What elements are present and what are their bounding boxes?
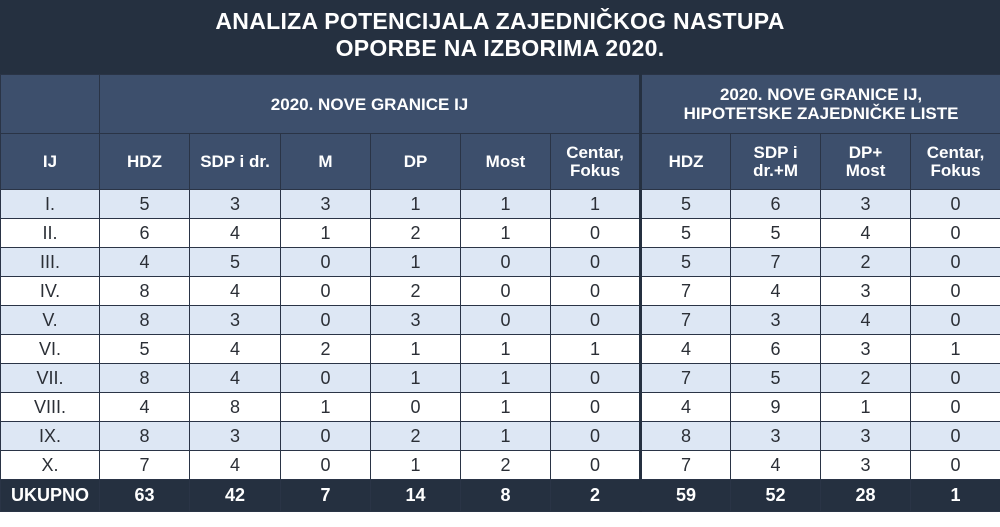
group-header-right-line-1: 2020. NOVE GRANICE IJ, [719, 85, 923, 104]
cell-right-1: 5 [731, 364, 821, 393]
cell-left-1: 8 [190, 393, 281, 422]
table-row [1, 393, 1000, 422]
row-label: X. [1, 451, 100, 480]
column-header-right-1 [731, 134, 821, 190]
cell-left-1: 4 [190, 335, 281, 364]
cell-right-3: 0 [911, 451, 1000, 480]
total-right-0: 59 [641, 480, 731, 512]
column-header-left-0 [100, 134, 190, 190]
column-header-left-3-line-1: DP [403, 151, 428, 171]
table-row [1, 451, 1000, 480]
group-header-row [1, 75, 1000, 134]
cell-left-3: 3 [371, 306, 461, 335]
cell-left-0: 4 [100, 393, 190, 422]
cell-right-2: 2 [821, 364, 911, 393]
title-line-2: OPORBE NA IZBORIMA 2020. [335, 35, 665, 61]
cell-left-4: 0 [461, 277, 551, 306]
column-header-left-1 [190, 134, 281, 190]
total-left-3: 14 [371, 480, 461, 512]
cell-right-3: 0 [911, 277, 1000, 306]
table-row [1, 248, 1000, 277]
cell-left-0: 6 [100, 219, 190, 248]
cell-left-2: 1 [281, 219, 371, 248]
column-header-left-0-line-1: HDZ [127, 151, 162, 171]
cell-left-4: 1 [461, 422, 551, 451]
cell-left-0: 8 [100, 306, 190, 335]
column-header-right-1-line-2: dr.+M [753, 160, 798, 180]
cell-right-0: 7 [641, 306, 731, 335]
cell-left-4: 1 [461, 335, 551, 364]
cell-right-2: 2 [821, 248, 911, 277]
cell-left-5: 0 [551, 451, 641, 480]
cell-left-3: 2 [371, 277, 461, 306]
column-header-left-5 [551, 134, 641, 190]
total-left-1: 42 [190, 480, 281, 512]
cell-right-3: 0 [911, 422, 1000, 451]
total-label: UKUPNO [1, 480, 100, 512]
cell-left-3: 1 [371, 335, 461, 364]
cell-left-5: 0 [551, 219, 641, 248]
cell-right-2: 3 [821, 190, 911, 219]
cell-left-3: 2 [371, 422, 461, 451]
row-label: IV. [1, 277, 100, 306]
row-label: VI. [1, 335, 100, 364]
row-label: I. [1, 190, 100, 219]
cell-left-5: 0 [551, 306, 641, 335]
cell-right-1: 4 [731, 451, 821, 480]
cell-left-1: 4 [190, 364, 281, 393]
column-header-left-1-line-1: SDP i dr. [200, 151, 270, 171]
table-row [1, 364, 1000, 393]
cell-left-1: 3 [190, 190, 281, 219]
cell-left-2: 0 [281, 306, 371, 335]
cell-right-2: 3 [821, 335, 911, 364]
cell-left-4: 1 [461, 393, 551, 422]
cell-right-0: 5 [641, 248, 731, 277]
column-header-right-2-line-2: Most [845, 160, 886, 180]
cell-right-0: 5 [641, 219, 731, 248]
cell-right-1: 3 [731, 306, 821, 335]
cell-right-2: 1 [821, 393, 911, 422]
cell-right-1: 6 [731, 335, 821, 364]
total-left-4: 8 [461, 480, 551, 512]
cell-right-0: 7 [641, 364, 731, 393]
row-label: V. [1, 306, 100, 335]
group-header-left: 2020. NOVE GRANICE IJ [100, 75, 641, 134]
cell-left-4: 1 [461, 190, 551, 219]
total-row [1, 480, 1000, 512]
cell-left-0: 8 [100, 364, 190, 393]
cell-left-2: 3 [281, 190, 371, 219]
group-header-right-line-2: HIPOTETSKE ZAJEDNIČKE LISTE [683, 104, 959, 123]
cell-left-0: 7 [100, 451, 190, 480]
cell-left-2: 1 [281, 393, 371, 422]
column-header-left-2-line-1: M [318, 151, 333, 171]
cell-left-5: 0 [551, 277, 641, 306]
total-left-0: 63 [100, 480, 190, 512]
cell-right-3: 0 [911, 393, 1000, 422]
column-header-right-3 [911, 134, 1000, 190]
cell-right-3: 1 [911, 335, 1000, 364]
cell-left-0: 4 [100, 248, 190, 277]
row-label: VIII. [1, 393, 100, 422]
cell-right-2: 4 [821, 306, 911, 335]
cell-left-2: 0 [281, 451, 371, 480]
cell-left-5: 0 [551, 248, 641, 277]
cell-right-3: 0 [911, 306, 1000, 335]
cell-right-1: 5 [731, 219, 821, 248]
cell-right-2: 3 [821, 277, 911, 306]
table-row [1, 422, 1000, 451]
cell-left-1: 4 [190, 451, 281, 480]
cell-left-3: 2 [371, 219, 461, 248]
column-header-right-3-line-1: Centar, [926, 142, 985, 162]
table-row [1, 277, 1000, 306]
row-label: III. [1, 248, 100, 277]
cell-left-0: 8 [100, 422, 190, 451]
row-label: II. [1, 219, 100, 248]
cell-right-3: 0 [911, 190, 1000, 219]
total-right-2: 28 [821, 480, 911, 512]
cell-right-1: 9 [731, 393, 821, 422]
cell-left-2: 0 [281, 422, 371, 451]
cell-left-4: 0 [461, 248, 551, 277]
cell-right-0: 5 [641, 190, 731, 219]
cell-right-1: 6 [731, 190, 821, 219]
title-line-1: ANALIZA POTENCIJALA ZAJEDNIČKOG NASTUPA [215, 8, 785, 34]
row-label: VII. [1, 364, 100, 393]
group-header-right [641, 75, 1000, 134]
cell-right-1: 4 [731, 277, 821, 306]
cell-left-4: 2 [461, 451, 551, 480]
column-header-right-1-line-1: SDP i [753, 142, 798, 162]
cell-right-3: 0 [911, 219, 1000, 248]
column-header-row [1, 134, 1000, 190]
table-row [1, 190, 1000, 219]
column-header-right-2-line-1: DP+ [848, 142, 883, 162]
results-table [0, 74, 1000, 512]
cell-left-2: 2 [281, 335, 371, 364]
cell-right-0: 4 [641, 393, 731, 422]
cell-left-5: 0 [551, 364, 641, 393]
cell-left-1: 5 [190, 248, 281, 277]
column-header-left-2 [281, 134, 371, 190]
cell-left-2: 0 [281, 364, 371, 393]
cell-right-2: 3 [821, 422, 911, 451]
cell-right-3: 0 [911, 248, 1000, 277]
column-header-right-0-line-1: HDZ [668, 151, 704, 171]
cell-right-2: 4 [821, 219, 911, 248]
cell-left-0: 5 [100, 335, 190, 364]
cell-left-5: 0 [551, 422, 641, 451]
cell-left-2: 0 [281, 248, 371, 277]
cell-left-1: 4 [190, 219, 281, 248]
cell-left-4: 0 [461, 306, 551, 335]
cell-right-1: 3 [731, 422, 821, 451]
column-header-left-3 [371, 134, 461, 190]
cell-right-0: 7 [641, 451, 731, 480]
cell-left-2: 0 [281, 277, 371, 306]
cell-right-0: 8 [641, 422, 731, 451]
column-header-right-3-line-2: Fokus [930, 160, 981, 180]
cell-left-5: 1 [551, 335, 641, 364]
column-header-left-5-line-2: Fokus [570, 160, 621, 180]
cell-right-0: 4 [641, 335, 731, 364]
cell-left-1: 3 [190, 306, 281, 335]
cell-left-3: 0 [371, 393, 461, 422]
cell-left-4: 1 [461, 364, 551, 393]
row-label: IX. [1, 422, 100, 451]
total-left-2: 7 [281, 480, 371, 512]
cell-left-3: 1 [371, 364, 461, 393]
cell-left-3: 1 [371, 248, 461, 277]
group-header-empty [1, 75, 100, 134]
cell-right-3: 0 [911, 364, 1000, 393]
cell-left-0: 8 [100, 277, 190, 306]
column-header-left-4 [461, 134, 551, 190]
cell-left-5: 1 [551, 190, 641, 219]
cell-left-0: 5 [100, 190, 190, 219]
table-row [1, 306, 1000, 335]
cell-left-1: 4 [190, 277, 281, 306]
cell-right-1: 7 [731, 248, 821, 277]
column-header-ij: IJ [1, 134, 100, 190]
total-left-5: 2 [551, 480, 641, 512]
cell-left-5: 0 [551, 393, 641, 422]
page-title [0, 0, 1000, 74]
cell-right-0: 7 [641, 277, 731, 306]
total-right-1: 52 [731, 480, 821, 512]
cell-left-3: 1 [371, 190, 461, 219]
column-header-left-5-line-1: Centar, [566, 142, 624, 162]
cell-left-3: 1 [371, 451, 461, 480]
cell-left-4: 1 [461, 219, 551, 248]
column-header-right-2 [821, 134, 911, 190]
column-header-right-0 [641, 134, 731, 190]
cell-right-2: 3 [821, 451, 911, 480]
cell-left-1: 3 [190, 422, 281, 451]
total-right-3: 1 [911, 480, 1000, 512]
table-row [1, 219, 1000, 248]
table-row [1, 335, 1000, 364]
column-header-left-4-line-1: Most [485, 151, 526, 171]
